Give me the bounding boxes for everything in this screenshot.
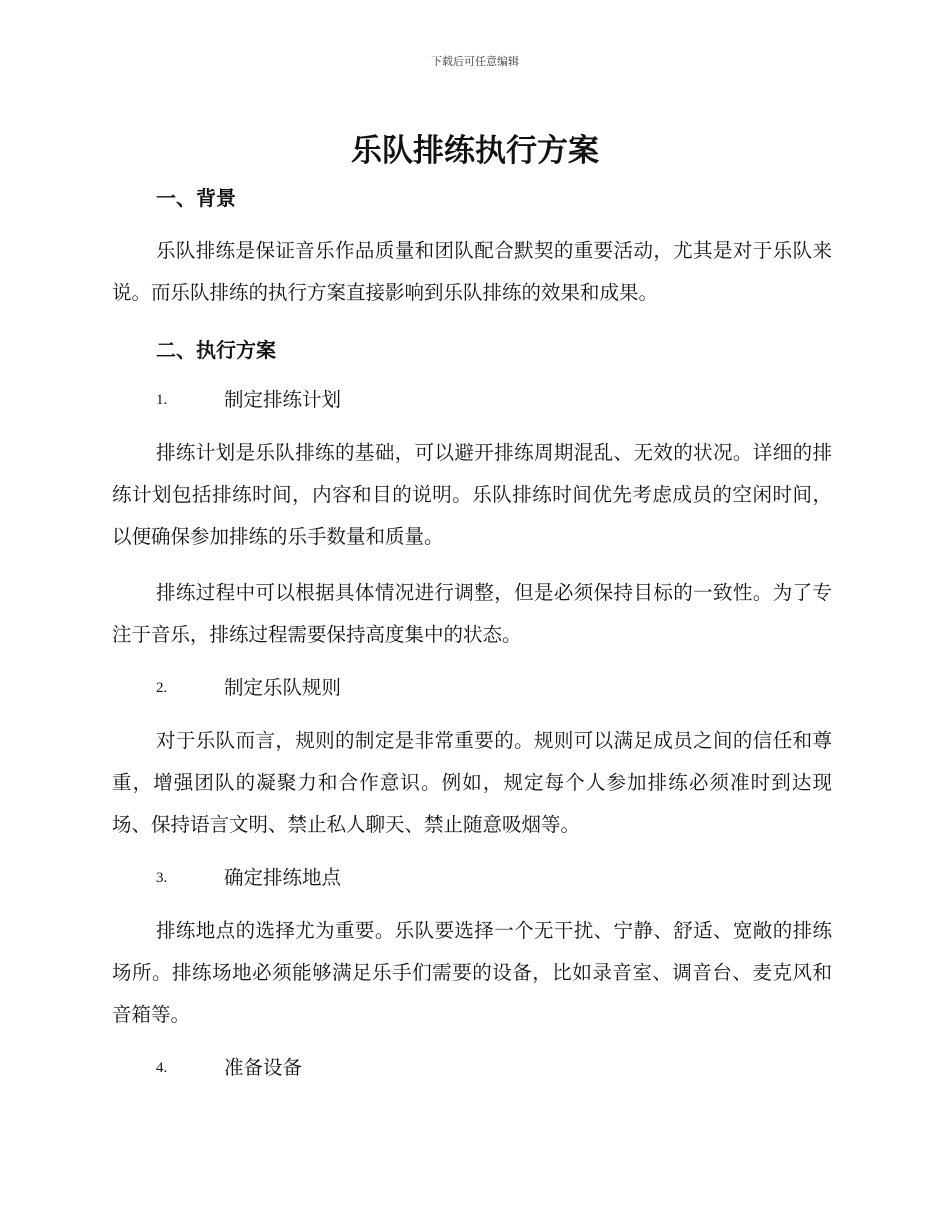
list-item-label: 制定乐队规则 [224,676,342,699]
list-item-rehearsal-location [156,860,832,896]
list-item-prepare-equipment [156,1050,832,1086]
document-body [112,180,832,1086]
paragraph: 对于乐队而言，规则的制定是非常重要的。规则可以满足成员之间的信任和尊重，增强团队的凝聚力和合作意识。例如，规定每个人参加排练必须准时到达现场、保持语言文明、禁止私人聊天、禁止随意吸烟等。 [112,729,832,836]
list-item-label: 制定排练计划 [224,388,342,411]
paragraph: 排练地点的选择尤为重要。乐队要选择一个无干扰、宁静、舒适、宽敞的排练场所。排练场地必须能够满足乐手们需要的设备，比如录音室、调音台、麦克风和音箱等。 [112,919,832,1026]
background-paragraph: 乐队排练是保证音乐作品质量和团队配合默契的重要活动，尤其是对于乐队来说。而乐队排练的执行方案直接影响到乐队排练的效果和成果。 [112,239,832,304]
list-item-number: 3. [156,870,168,886]
list-item-rehearsal-plan [156,382,832,418]
section-heading-background: 一、背景 [156,186,236,210]
paragraph: 排练过程中可以根据具体情况进行调整，但是必须保持目标的一致性。为了专注于音乐，排练过程需要保持高度集中的状态。 [112,581,832,646]
paragraph: 排练计划是乐队排练的基础，可以避开排练周期混乱、无效的状况。详细的排练计划包括排练时间，内容和目的说明。乐队排练时间优先考虑成员的空闲时间，以便确保参加排练的乐手数量和质量。 [112,441,832,548]
list-item-label: 确定排练地点 [224,866,342,889]
list-item-number: 1. [156,392,168,408]
list-item-label: 准备设备 [224,1056,303,1079]
section-heading-plan: 二、执行方案 [156,338,276,362]
list-item-number: 4. [156,1060,168,1076]
list-item-number: 2. [156,680,168,696]
list-item-band-rules [156,670,832,706]
header-note: 下载后可任意编辑 [431,55,519,68]
document-title: 乐队排练执行方案 [351,133,599,169]
